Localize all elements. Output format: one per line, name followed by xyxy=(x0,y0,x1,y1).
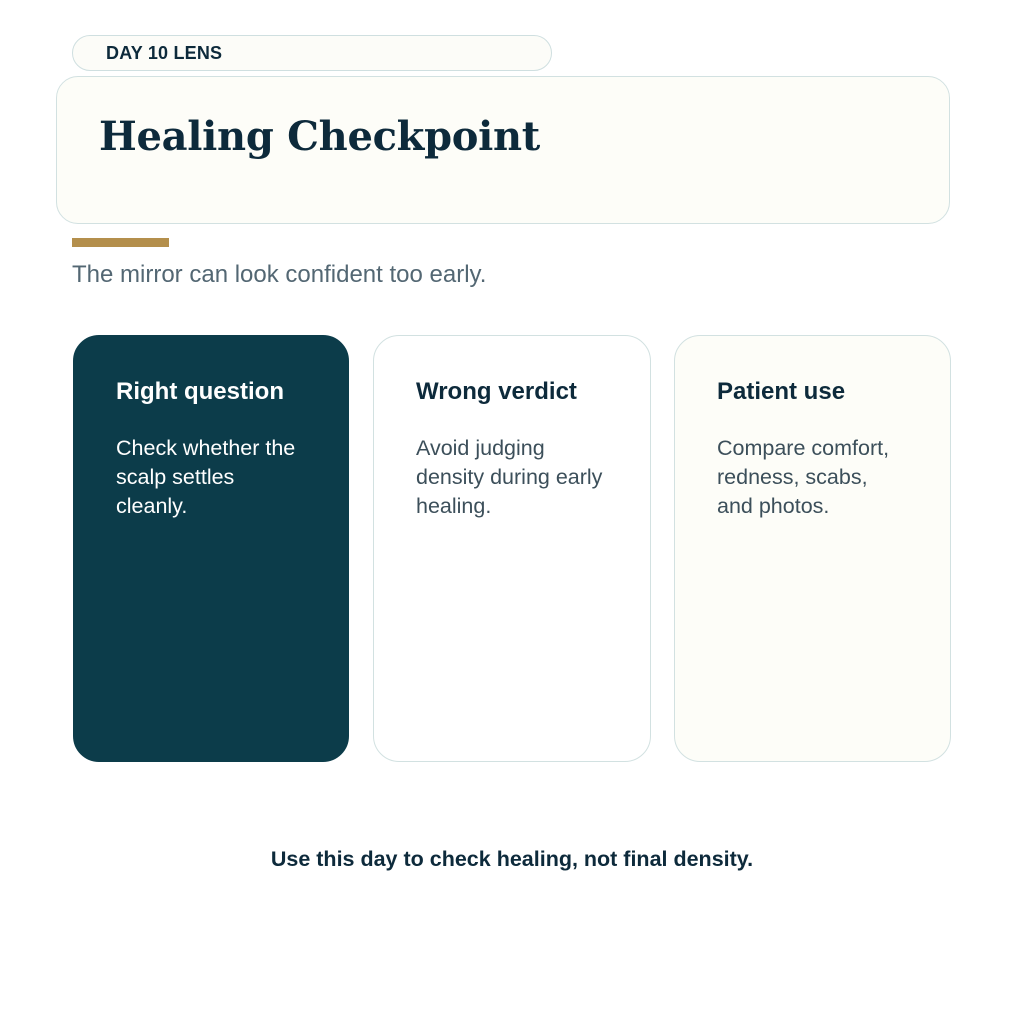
card-patient-use xyxy=(674,335,951,762)
card-body: Compare comfort, redness, scabs, and photos. xyxy=(717,436,890,518)
card-title: Right question xyxy=(116,378,284,405)
header-card xyxy=(56,76,950,224)
day-label-text: DAY 10 LENS xyxy=(106,42,223,63)
day-label-pill xyxy=(72,35,552,71)
card-body: Check whether the scalp settles cleanly. xyxy=(116,436,296,518)
card-wrong-verdict xyxy=(373,335,651,762)
card-title: Wrong verdict xyxy=(416,378,577,405)
card-right-question xyxy=(73,335,349,762)
page-title: Healing Checkpoint xyxy=(99,113,540,160)
accent-divider xyxy=(72,238,169,247)
card-body: Avoid judging density during early healing. xyxy=(416,436,603,518)
footer-note: Use this day to check healing, not final density. xyxy=(270,847,754,871)
card-title: Patient use xyxy=(717,378,846,405)
page-subtitle: The mirror can look confident too early. xyxy=(72,261,487,288)
